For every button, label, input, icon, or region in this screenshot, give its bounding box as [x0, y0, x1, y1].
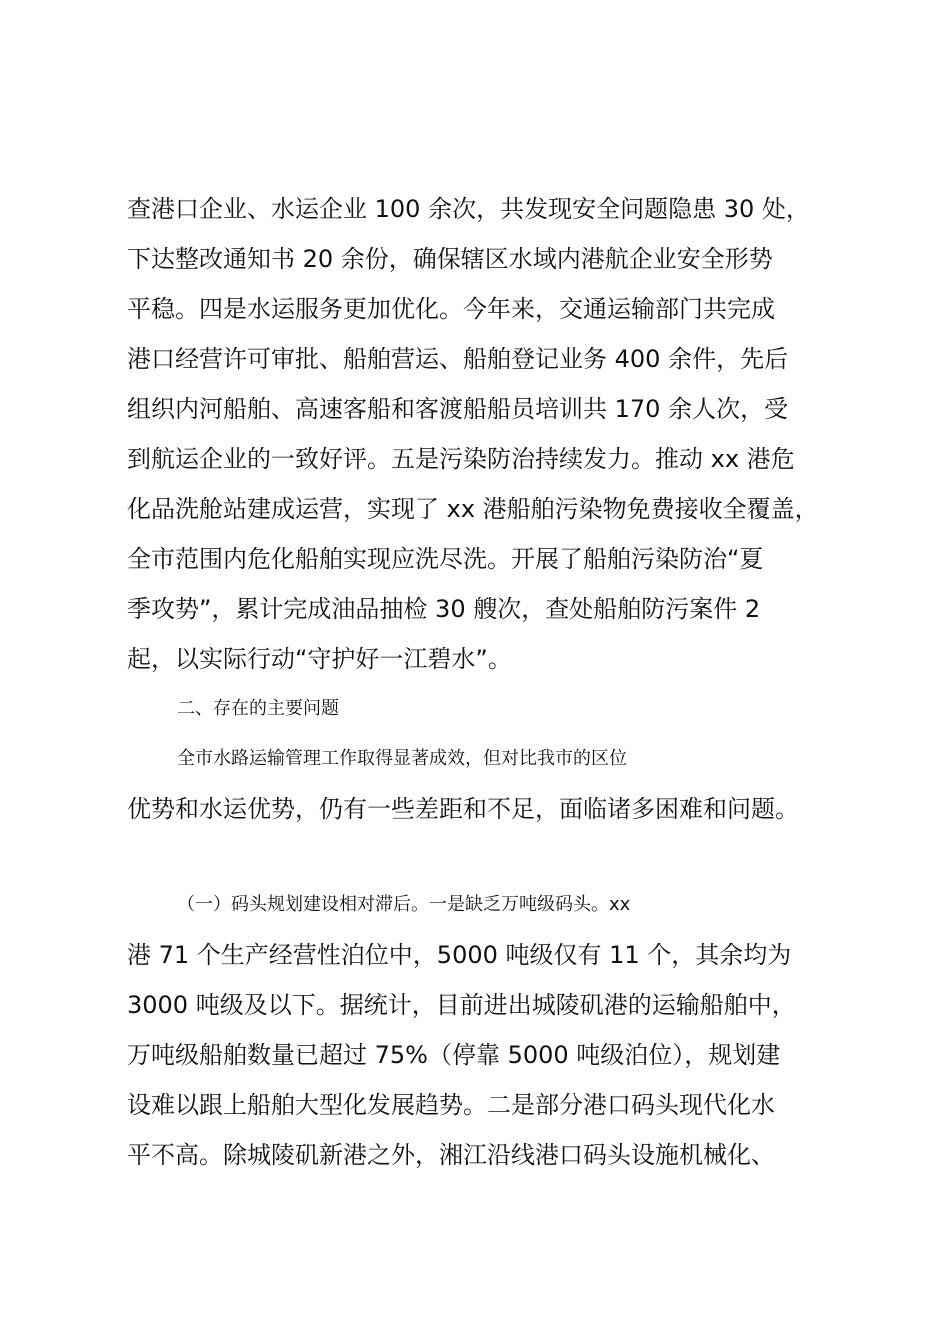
paragraph-3-line-5: 设难以跟上船舶大型化发展趋势。二是部分港口码头现代化水 — [127, 1091, 775, 1119]
paragraph-1-line-4: 港口经营许可审批、船舶营运、船舶登记业务 400 余件，先后 — [127, 345, 789, 373]
paragraph-1-line-3: 平稳。四是水运服务更加优化。今年来，交通运输部门共完成 — [127, 295, 775, 323]
paragraph-1-line-5: 组织内河船舶、高速客船和客渡船船员培训共 170 余人次，受 — [127, 395, 789, 423]
paragraph-2-line-2: 优势和水运优势，仍有一些差距和不足，面临诸多困难和问题。 — [127, 795, 799, 823]
paragraph-1-line-1: 查港口企业、水运企业 100 余次，共发现安全问题隐患 30 处， — [127, 195, 810, 223]
paragraph-3-line-3: 3000 吨级及以下。据统计，目前进出城陵矶港的运输船舶中， — [127, 991, 796, 1019]
paragraph-3-line-2: 港 71 个生产经营性泊位中，5000 吨级仅有 11 个，其余均为 — [127, 941, 792, 969]
paragraph-3-line-6: 平不高。除城陵矶新港之外，湘江沿线港口码头设施机械化、 — [127, 1141, 775, 1169]
paragraph-1-line-2: 下达整改通知书 20 余份，确保辖区水域内港航企业安全形势 — [127, 245, 773, 273]
paragraph-3-line-4: 万吨级船舶数量已超过 75%（停靠 5000 吨级泊位），规划建 — [127, 1041, 781, 1069]
paragraph-1-line-8: 全市范围内危化船舶实现应洗尽洗。开展了船舶污染防治“夏 — [127, 545, 764, 573]
paragraph-1-line-10: 起，以实际行动“守护好一江碧水”。 — [127, 645, 512, 673]
paragraph-1-line-7: 化品洗舱站建成运营，实现了 xx 港船舶污染物免费接收全覆盖， — [127, 495, 819, 523]
paragraph-2-line-1: 全市水路运输管理工作取得显著成效，但对比我市的区位 — [177, 748, 627, 769]
paragraph-1-line-9: 季攻势”，累计完成油品抽检 30 艘次，查处船舶防污案件 2 — [127, 595, 761, 623]
paragraph-1-line-6: 到航运企业的一致好评。五是污染防治持续发力。推动 xx 港危 — [127, 445, 795, 473]
paragraph-3-line-1: （一）码头规划建设相对滞后。一是缺乏万吨级码头。xx — [177, 894, 631, 915]
section-heading: 二、存在的主要问题 — [177, 698, 339, 719]
